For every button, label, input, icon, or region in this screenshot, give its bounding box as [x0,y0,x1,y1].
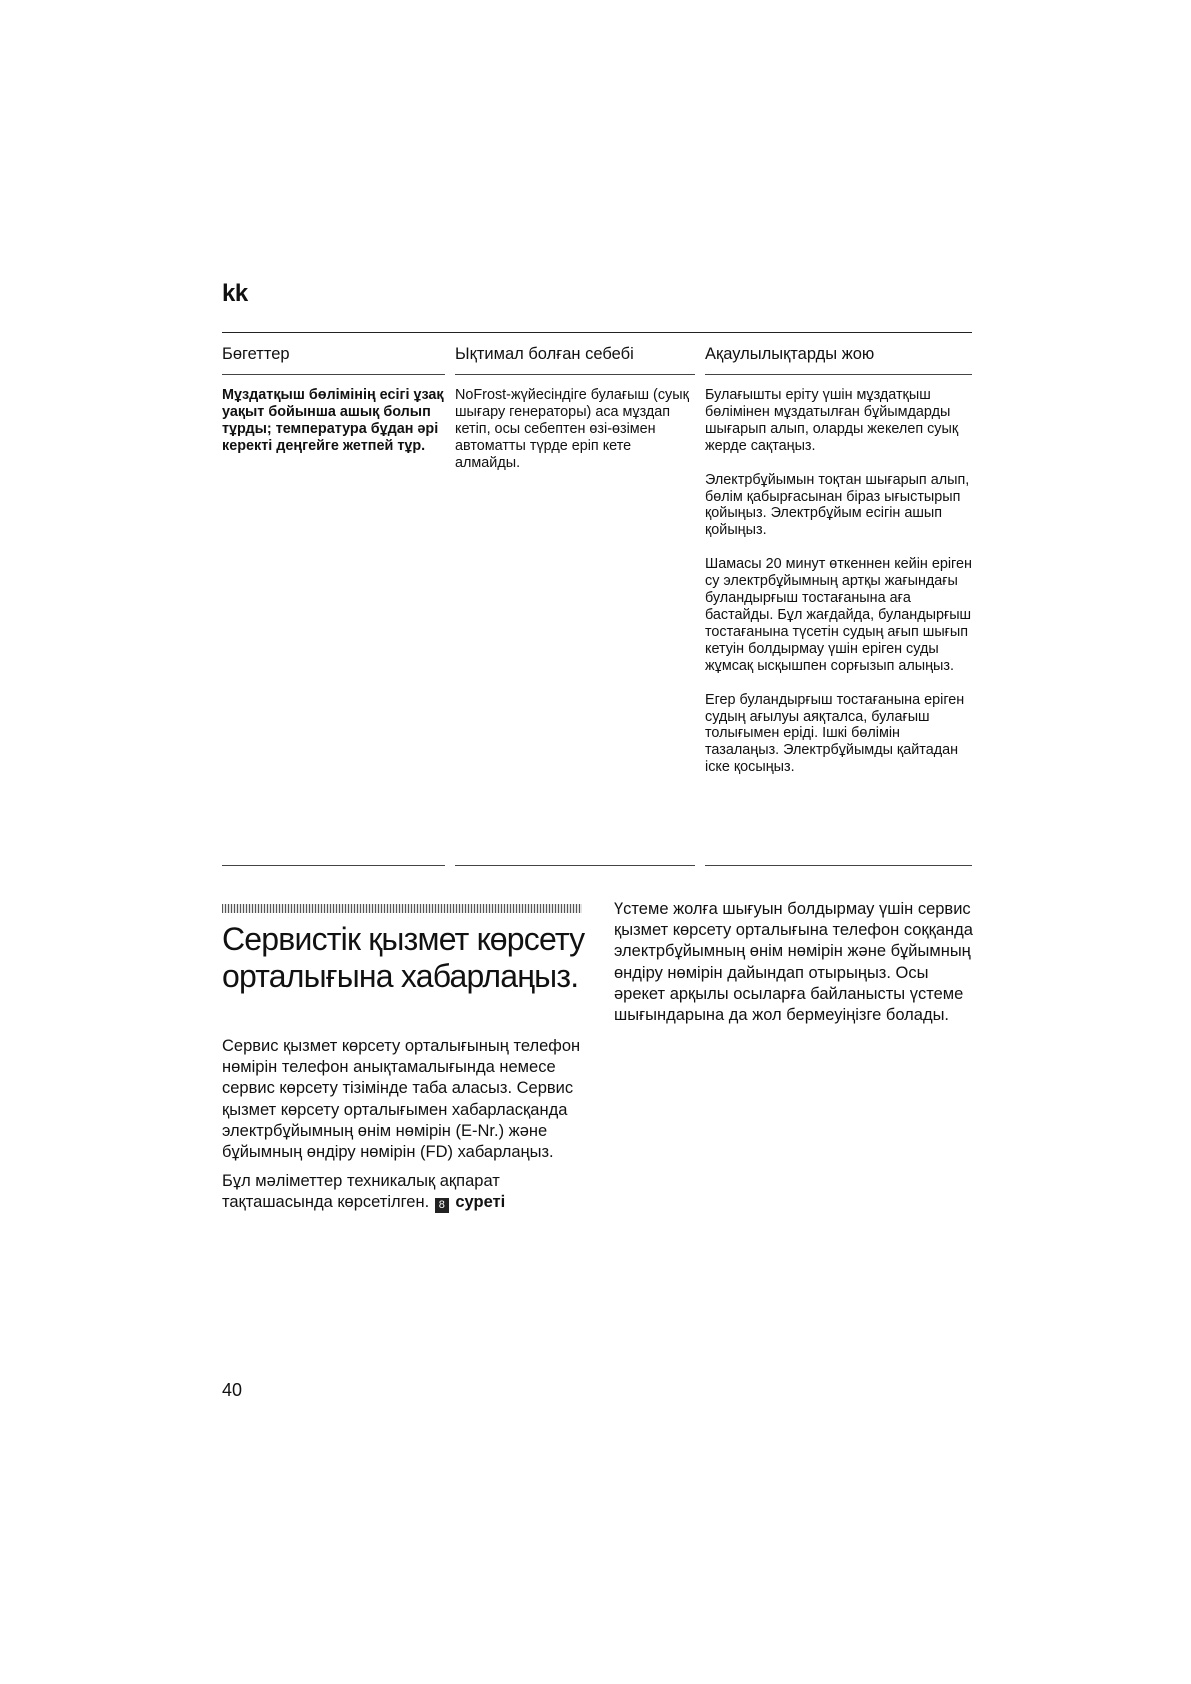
remedy-step: Электрбұйымын тоқтан шығарып алып, бөлім қабырғасынан біраз ығыстырып қойыңыз. Электрбұйым есігін ашып қойыңыз. [705,471,970,539]
table-bottom-rule [455,865,695,866]
service-paragraph: Сервис қызмет көрсету орталығының телефон нөмірін телефон анықтамалығында немесе сервис көрсету тізімінде таба аласыз. Сервис қызмет көрсету орталығымен хабарласқанда электрбұйымның өнім нөмірін (E-Nr.) және бұйымның өндіру нөмірін (FD) хабарлаңыз. [222,1037,581,1162]
problem-text: Мұздатқыш бөлімінің есігі ұзақ уақыт бойынша ашық болып тұрды; температура бұдан әрі керекті деңгейге жетпей тұр. [222,387,444,454]
remedy-step: Егер буландырғыш тостағанына ерiген судың ағылуы аяқталса, булағыш толығымен ерiдi. Iшкi бөлімін тазалаңыз. Электрбұйымды қайтадан іске қосыңыз. [705,691,965,776]
service-paragraph: Үстеме жолға шығуын болдырмау үшін сервис қызмет көрсету орталығына телефон соққанда электрбұйымның өнім нөмірін және бұйымның өндіру нөмірін дайындап отырыңыз. Осы әрекет арқылы осыларға байланысты үстеме шығындарына да жол бермеуіңізге болады. [614,900,973,1025]
figure-reference: суреті [455,1193,506,1212]
column-header-causes: Ықтимал болған себебі [455,344,695,375]
table-column-remedies [705,344,972,776]
remedy-step: Булағышты еріту үшін мұздатқыш бөлімінен мұздатылған бұйымдарды шығарып алып, оларды жекелеп суық жерде сақтаңыз. [705,387,959,454]
table-column-causes [455,344,695,472]
table-column-problems [222,344,445,455]
service-paragraph-text: Бұл мәліметтер техникалық ақпарат тақташасында көрсетілген. [222,1172,500,1212]
service-left-text [222,1036,592,1222]
section-hatch-bar [222,904,582,913]
table-top-rule [222,332,972,333]
service-right-text [614,899,974,1026]
service-paragraph [222,1171,592,1213]
table-bottom-rule [222,865,445,866]
section-title: Сервистік қызмет көрсету орталығына хабарлаңыз. [222,921,585,994]
figure-number-badge: 8 [435,1198,449,1213]
remedy-step: Шамасы 20 минут өткеннен кейін ерiген су электрбұйымның артқы жағындағы буландырғыш тостағанына аға бастайды. Бұл жағдайда, буландырғыш тостағанына түсетін судың ағып шығып кетуін болдырмау үшін ерiген суды жұмсақ ысқышпен сорғызып алыңыз. [705,556,972,674]
page-number: 40 [222,1380,243,1400]
column-header-problems: Бөгеттер [222,344,445,375]
table-bottom-rule [705,865,972,866]
language-code: kk [222,280,248,307]
cause-text: NoFrost-жүйесіндіге булағыш (суық шығару генераторы) аса мұздап кетіп, осы себептен өзі-өзімен автоматты түрде еріп кете алмайды. [455,387,689,471]
column-header-remedies: Ақаулылықтарды жою [705,344,972,375]
